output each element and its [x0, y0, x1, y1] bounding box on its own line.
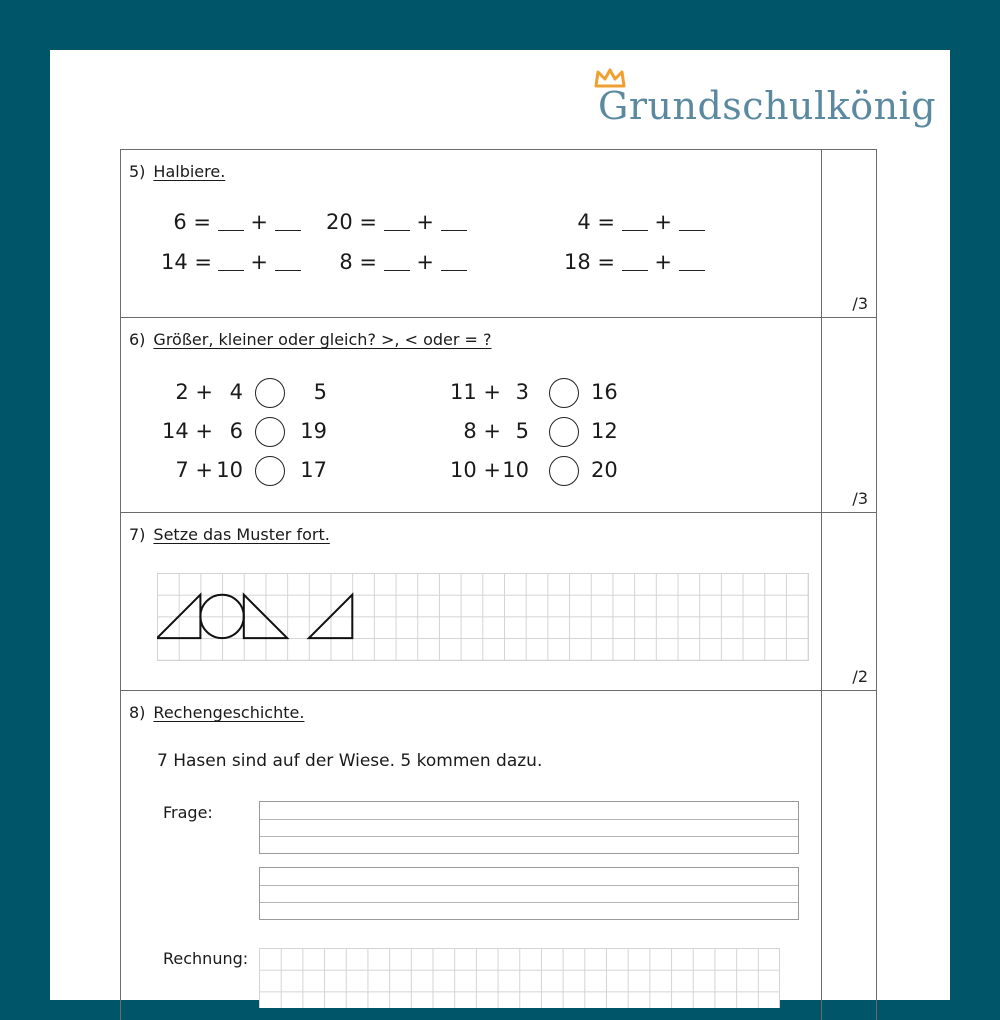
answer-blank[interactable]	[384, 212, 410, 231]
score-column	[821, 513, 876, 690]
compare-circle[interactable]	[255, 378, 285, 408]
answer-blank[interactable]	[275, 252, 301, 271]
pattern-shapes	[157, 573, 377, 663]
answer-blank[interactable]	[275, 212, 301, 231]
task-title: Halbiere.	[153, 162, 226, 181]
task-number: 7)	[129, 525, 146, 544]
task-6-compare: 6) Größer, kleiner oder gleich? >, < oder = ? 2 + 4 5 14 + 6 19 7 + 10 17 11 + 3 16 8 + 5 12 10 + 10 20 /3	[120, 317, 877, 513]
calculation-grid[interactable]	[259, 948, 780, 1008]
answer-blank[interactable]	[218, 252, 244, 271]
task-5-halbiere	[120, 149, 877, 318]
halve-equation: 8 = +	[317, 250, 467, 274]
halve-equation: 4 = +	[559, 210, 705, 234]
compare-circle[interactable]	[549, 378, 579, 408]
triangle-left-shape	[309, 595, 352, 638]
answer-blank[interactable]	[441, 212, 467, 231]
triangle-left-shape	[157, 595, 200, 638]
task-title: Größer, kleiner oder gleich? >, < oder = ?	[153, 330, 492, 349]
score-column	[821, 691, 876, 1020]
brand-logo: Grundschulkönig	[598, 84, 937, 128]
score-column	[821, 318, 876, 512]
task-number: 5)	[129, 162, 146, 181]
task-8-story	[120, 690, 877, 1020]
task-header	[129, 703, 304, 722]
answer-blank[interactable]	[679, 252, 705, 271]
halve-equation: 20 = +	[317, 210, 467, 234]
answer-blank[interactable]	[441, 252, 467, 271]
answer-blank[interactable]	[622, 212, 648, 231]
task-header	[129, 525, 330, 544]
task-number: 8)	[129, 703, 146, 722]
task-header	[129, 162, 225, 181]
answer-blank[interactable]	[218, 212, 244, 231]
answer-blank[interactable]	[622, 252, 648, 271]
score-label: /3	[852, 489, 868, 508]
answer-blank[interactable]	[679, 212, 705, 231]
halve-equation: 18 = +	[559, 250, 705, 274]
frage-label: Frage:	[163, 803, 213, 822]
task-7-pattern	[120, 512, 877, 691]
halve-equation: 14 = +	[161, 250, 301, 274]
triangle-right-shape	[244, 595, 287, 638]
compare-circle[interactable]	[549, 417, 579, 447]
score-label: /2	[852, 667, 868, 686]
story-text: 7 Hasen sind auf der Wiese. 5 kommen dazu.	[157, 751, 543, 771]
circle-shape	[200, 595, 243, 638]
score-label: /3	[852, 294, 868, 313]
task-title: Setze das Muster fort.	[153, 525, 330, 544]
rechnung-label: Rechnung:	[163, 949, 249, 968]
worksheet	[50, 50, 950, 1000]
task-number: 6)	[129, 330, 146, 349]
answer-lines[interactable]	[259, 801, 799, 854]
answer-lines[interactable]	[259, 867, 799, 920]
compare-circle[interactable]	[549, 456, 579, 486]
answer-blank[interactable]	[384, 252, 410, 271]
halve-equation: 6 = +	[161, 210, 301, 234]
task-header	[129, 330, 492, 349]
score-column	[821, 150, 876, 317]
task-title: Rechengeschichte.	[153, 703, 305, 722]
